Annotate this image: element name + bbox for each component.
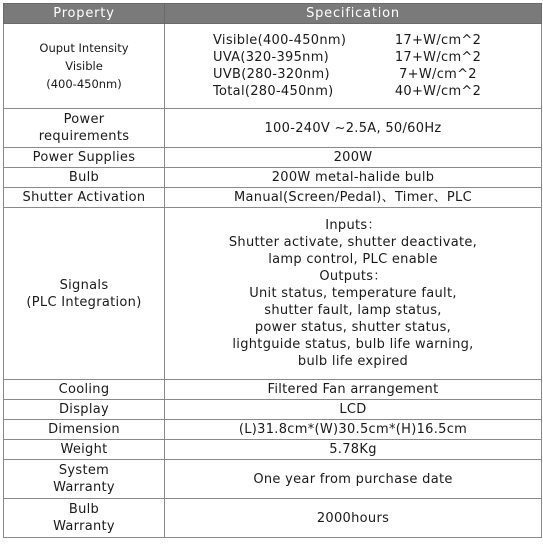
intensity-band: Total(280-450nm) xyxy=(213,84,334,99)
property-cell xyxy=(4,460,165,499)
property-cell xyxy=(4,24,165,109)
value-cell: 200W metal-halide bulb xyxy=(165,168,542,188)
intensity-value: 17+W/cm^2 xyxy=(394,50,482,65)
property-cell: Bulb xyxy=(4,168,165,188)
table-row xyxy=(4,148,542,168)
intensity-value: 40+W/cm^2 xyxy=(394,84,482,99)
property-cell: Dimension xyxy=(4,420,165,440)
table-row xyxy=(4,24,542,109)
property-text: Signals xyxy=(59,277,109,293)
value-cell: One year from purchase date xyxy=(165,460,542,499)
signal-line: Inputs： xyxy=(325,218,381,233)
property-text: Power xyxy=(63,112,105,127)
table-row xyxy=(4,109,542,148)
specification-table xyxy=(3,3,542,538)
table-row xyxy=(4,400,542,420)
property-text: requirements xyxy=(38,129,130,144)
signal-line: bulb life expired xyxy=(297,354,409,369)
table-row xyxy=(4,499,542,538)
value-cell: (L)31.8cm*(W)30.5cm*(H)16.5cm xyxy=(165,420,542,440)
intensity-value: 17+W/cm^2 xyxy=(394,33,482,48)
table-row xyxy=(4,440,542,460)
property-text: Bulb xyxy=(68,502,100,517)
property-text: Warranty xyxy=(53,480,115,495)
property-text: Warranty xyxy=(53,519,115,534)
table-row xyxy=(4,208,542,380)
property-text: System xyxy=(58,463,110,478)
intensity-band: UVB(280-320nm) xyxy=(213,67,330,82)
value-cell: Filtered Fan arrangement xyxy=(165,380,542,400)
value-cell: 100-240V ~2.5A, 50/60Hz xyxy=(165,109,542,148)
property-cell: Weight xyxy=(4,440,165,460)
header-row xyxy=(4,4,542,24)
table-row xyxy=(4,168,542,188)
intensity-band: UVA(320-395nm) xyxy=(213,50,330,65)
property-cell xyxy=(4,109,165,148)
property-text: Ouput Intensity xyxy=(39,41,129,55)
intensity-line xyxy=(167,32,539,49)
header-property: Property xyxy=(4,4,165,24)
table-row xyxy=(4,460,542,499)
value-cell: Manual(Screen/Pedal)、Timer、PLC xyxy=(165,188,542,208)
signal-line: lightguide status, bulb life warning, xyxy=(232,337,474,352)
table-row xyxy=(4,188,542,208)
property-cell: Cooling xyxy=(4,380,165,400)
table-row xyxy=(4,380,542,400)
signal-line: lamp control, PLC enable xyxy=(268,252,438,267)
property-cell xyxy=(4,499,165,538)
property-cell: Shutter Activation xyxy=(4,188,165,208)
intensity-band: Visible(400-450nm) xyxy=(213,33,347,48)
signal-line: Shutter activate, shutter deactivate, xyxy=(228,235,478,250)
property-text: (400-450nm) xyxy=(46,77,122,91)
value-cell xyxy=(165,208,542,380)
intensity-value: 7+W/cm^2 xyxy=(399,67,477,82)
property-text: Visible xyxy=(65,59,103,73)
signal-line: power status, shutter status, xyxy=(254,320,452,335)
property-cell xyxy=(4,208,165,380)
signal-line: shutter fault, lamp status, xyxy=(264,303,442,318)
value-cell xyxy=(165,24,542,109)
value-cell: 200W xyxy=(165,148,542,168)
value-cell: LCD xyxy=(165,400,542,420)
intensity-line xyxy=(167,49,539,66)
intensity-line xyxy=(167,66,539,83)
table-row xyxy=(4,420,542,440)
property-cell: Display xyxy=(4,400,165,420)
intensity-line xyxy=(167,83,539,100)
signal-line: Outputs： xyxy=(319,269,387,284)
signal-line: Unit status, temperature fault, xyxy=(249,286,457,301)
value-cell: 5.78Kg xyxy=(165,440,542,460)
property-text: (PLC Integration) xyxy=(26,294,142,310)
header-specification: Specification xyxy=(165,4,542,24)
value-cell: 2000hours xyxy=(165,499,542,538)
property-cell: Power Supplies xyxy=(4,148,165,168)
